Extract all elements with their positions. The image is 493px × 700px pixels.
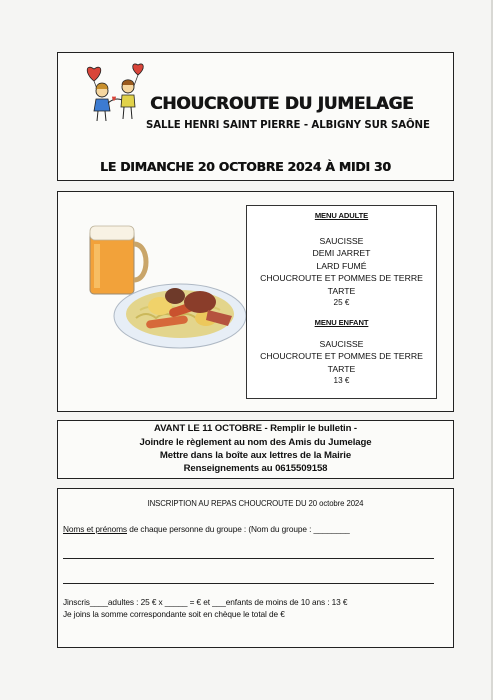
choucroute-plate-and-beer-image	[80, 210, 248, 350]
registration-form-box	[57, 488, 454, 648]
adult-menu-price: 25 €	[333, 298, 350, 308]
names-label: Noms et prénoms	[63, 524, 127, 534]
child-menu-heading: MENU ENFANT	[314, 318, 369, 327]
deadline-line: AVANT LE 11 OCTOBRE - Remplir le bulletin -	[153, 423, 358, 434]
names-write-line-2[interactable]	[63, 583, 434, 584]
twinning-children-logo	[80, 61, 148, 123]
child-menu-item: TARTE	[327, 363, 356, 374]
event-title: CHOUCROUTE DU JUMELAGE	[150, 94, 414, 114]
adult-menu-item: LARD FUMÉ	[316, 260, 367, 271]
menu-section-box	[57, 191, 454, 412]
child-menu-price: 13 €	[333, 376, 350, 386]
adult-menu-item: DEMI JARRET	[312, 248, 371, 259]
adult-menu-item: TARTE	[327, 285, 356, 296]
header-box	[57, 52, 454, 181]
names-write-line-1[interactable]	[63, 558, 434, 559]
adult-menu-heading: MENU ADULTE	[314, 211, 369, 220]
mailbox-line: Mettre dans la boîte aux lettres de la Mairie	[159, 450, 352, 461]
adult-menu-item: CHOUCROUTE ET POMMES DE TERRE	[260, 273, 423, 284]
total-payment-line[interactable]: Je joins la somme correspondante soit en chèque le total de €	[63, 609, 285, 619]
menu-box	[246, 205, 437, 399]
instructions-box	[57, 420, 454, 479]
adult-menu-items	[247, 235, 436, 309]
adult-menu-item: SAUCISSE	[319, 236, 364, 246]
contact-phone-line: Renseignements au 0615509158	[183, 463, 328, 474]
event-date: LE DIMANCHE 20 OCTOBRE 2024 À MIDI 30	[100, 159, 391, 174]
names-rest: de chaque personne du groupe : (Nom du groupe : ________	[126, 524, 350, 534]
child-menu-item: SAUCISSE	[319, 339, 364, 349]
venue-subtitle: SALLE HENRI SAINT PIERRE - ALBIGNY SUR SAÔNE	[146, 120, 430, 131]
form-title: INSCRIPTION AU REPAS CHOUCROUTE DU 20 octobre 2024	[147, 499, 364, 508]
participants-count-line[interactable]: Jinscris____adultes : 25 € x _____ = € et ___enfants de moins de 10 ans : 13 €	[63, 597, 348, 607]
child-menu-item: CHOUCROUTE ET POMMES DE TERRE	[260, 351, 423, 362]
names-prompt	[63, 524, 350, 534]
child-menu-items	[247, 338, 436, 388]
payment-line: Joindre le règlement au nom des Amis du Jumelage	[139, 437, 372, 448]
